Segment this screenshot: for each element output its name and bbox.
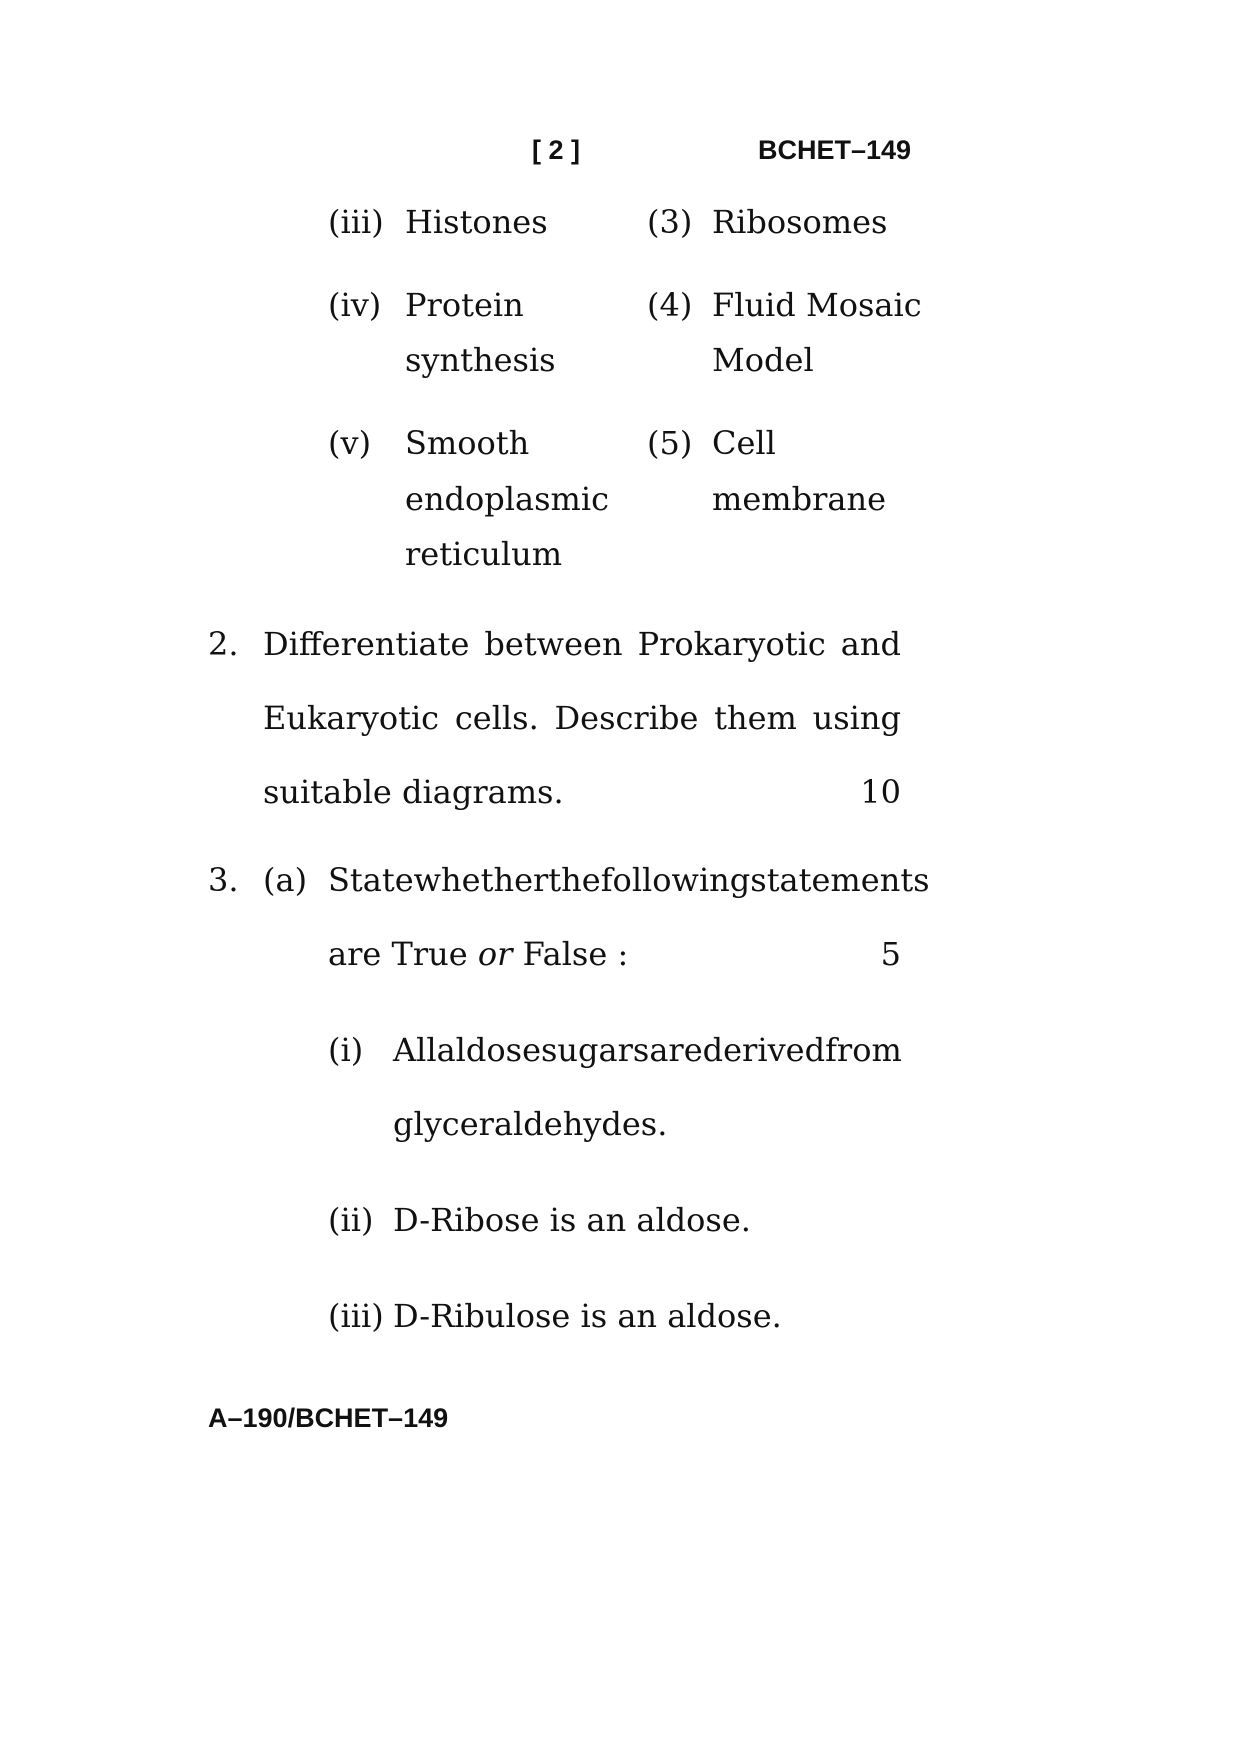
word: statements [750,861,930,899]
match-left-term: reticulum [405,535,563,573]
question-text-line [328,861,930,899]
question-text-line: are True or False : [328,935,629,973]
match-right-term: Cell [712,424,776,462]
word: the [548,861,601,899]
question-part-label: (a) [263,861,308,899]
question-text-line: suitable diagrams. [263,773,564,811]
word: following [600,861,751,899]
word: derived [702,1031,826,1069]
question-text-line: Eukaryotic cells. Describe them using [263,699,901,737]
match-roman: (iv) [328,286,382,324]
statement-text: D-Ribulose is an aldose. [393,1297,782,1335]
match-roman: (iii) [328,203,384,241]
footer-code: A–190/BCHET–149 [208,1403,449,1433]
statement-text: glyceraldehydes. [393,1105,668,1143]
match-left-term: Smooth [405,424,530,462]
match-left-term: Histones [405,203,548,241]
match-right-term: Ribosomes [712,203,888,241]
marks: 5 [880,935,901,973]
word: whether [413,861,549,899]
statement-label: (iii) [328,1297,384,1335]
word: All [393,1031,437,1069]
match-left-term: endoplasmic [405,480,610,518]
question-number: 3. [208,861,239,899]
question-number: 2. [208,625,239,663]
word: from [825,1031,902,1069]
statement-text [393,1031,902,1069]
word: are [649,1031,703,1069]
statement-label: (i) [328,1031,364,1069]
match-roman: (v) [328,424,372,462]
match-number: (5) [647,424,693,462]
match-left-term: Protein [405,286,524,324]
match-left-term: synthesis [405,341,556,379]
match-number: (4) [647,286,693,324]
match-number: (3) [647,203,693,241]
statement-label: (ii) [328,1201,374,1239]
word: sugars [541,1031,650,1069]
marks: 10 [860,773,901,811]
match-right-term: Fluid Mosaic [712,286,922,324]
paper-code: BCHET–149 [758,135,912,165]
statement-text: D-Ribose is an aldose. [393,1201,751,1239]
word: aldose [436,1031,541,1069]
match-right-term: membrane [712,480,887,518]
word: State [328,861,414,899]
match-right-term: Model [712,341,814,379]
question-text-line: Differentiate between Prokaryotic and [263,625,901,663]
page-number: [ 2 ] [532,135,581,165]
